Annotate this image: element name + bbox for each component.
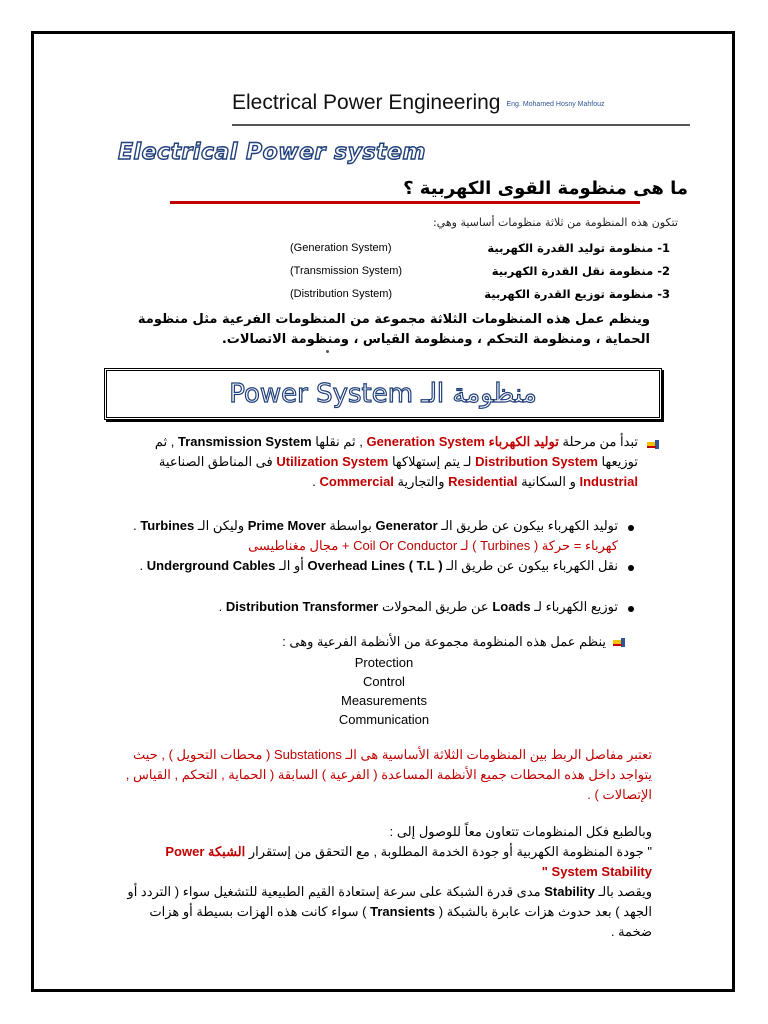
conclusion-paragraph	[118, 822, 652, 942]
text-run: أو الـ	[279, 558, 304, 573]
system-ar: 2- منظومة نقل القدرة الكهربية	[491, 263, 670, 278]
text-run: Utilization System	[276, 454, 389, 469]
system-en: (Generation System)	[290, 241, 392, 254]
subsystems-paragraph: وينظم عمل هذه المنظومات الثلاثة مجموعة من المنظومات الفرعية مثل منظومة الحماية ، ومنظومة التحكم ، ومنظومة القياس ، ومنظومة الاتصالات.	[137, 312, 650, 347]
bullet-dot	[628, 525, 634, 531]
list-item	[290, 282, 670, 305]
text-run: Transients	[370, 904, 436, 919]
text-run: عن طريق المحولات	[381, 599, 489, 614]
text-run: Prime Mover	[247, 518, 326, 533]
title-box	[104, 368, 662, 420]
section-heading: Electrical Power system	[118, 140, 426, 165]
text-run: Stability	[544, 884, 595, 899]
list-item: Measurements	[341, 693, 427, 708]
subsystems-list	[284, 653, 484, 729]
pointer-bullet-icon	[646, 437, 660, 451]
text-run: Distribution System	[475, 454, 598, 469]
text-run: وليكن الـ	[197, 518, 245, 533]
text-run: ( T.L )	[408, 558, 443, 573]
document-header	[232, 91, 692, 115]
text-run: الشبكة	[208, 844, 246, 859]
text-run: Transmission System	[177, 434, 312, 449]
text-run: توليد الكهرباء بيكون عن طريق الـ	[441, 518, 618, 533]
text-run: مدى قدرة الشبكة على سرعة إستعادة القيم الطبيعية للتشغيل سواء ( التردد أو الجهد ) بعد حدوث هزات عابرة بالشبكة (	[127, 884, 652, 919]
text-run: تبدأ من مرحلة	[562, 434, 638, 449]
text-run: .	[218, 599, 223, 614]
substations-paragraph	[118, 745, 652, 805]
transmission-bullet	[110, 556, 618, 576]
text-run: Generator	[375, 518, 438, 533]
text-run: Industrial	[579, 474, 638, 489]
bullet-dot	[628, 565, 634, 571]
red-divider	[170, 201, 640, 204]
text-run: و السكانية	[521, 474, 576, 489]
text-run: .	[312, 474, 316, 489]
text-run: نقل الكهرباء بيكون عن طريق الـ	[446, 558, 618, 573]
text-run: Turbines	[140, 518, 195, 533]
generation-formula	[110, 536, 618, 556]
text-run: ) سواء كانت هذه الهزات بسيطة أو هزات ضخمة .	[149, 904, 652, 939]
text-run: توزيع الكهرباء لـ	[534, 599, 618, 614]
conclusion-line	[118, 882, 652, 942]
text-run: Loads	[492, 599, 531, 614]
text-run: توليد الكهرباء	[488, 434, 559, 449]
text-run: لـ يتم إستهلاكها	[391, 454, 472, 469]
text-run: Distribution Transformer	[225, 599, 379, 614]
system-ar: 1- منظومة توليد القدرة الكهربية	[487, 240, 670, 255]
conclusion-line: وبالطبع فكل المنظومات تتعاون معاً للوصول إلى :	[389, 824, 652, 839]
text-run: " جودة المنظومة الكهربية أو جودة الخدمة المطلوبة , مع التحقق من إستقرار	[248, 844, 652, 859]
text-run: Power System	[165, 844, 598, 879]
text-run: , ثم نقلها	[315, 434, 363, 449]
intro-text: تتكون هذه المنظومة من ثلاثة منظومات أساسية وهي:	[432, 216, 678, 229]
text-run: كهرباء = حركة ( Turbines ) لـ Coil Or Conductor + مجال مغناطيسى	[248, 538, 618, 553]
list-item	[290, 259, 670, 282]
system-en: (Distribution System)	[290, 287, 393, 300]
text-run: Generation System	[366, 434, 485, 449]
pointer-bullet-icon	[612, 635, 626, 649]
text-run: Residential	[448, 474, 518, 489]
text-run: تعتبر مفاصل الربط بين المنظومات الثلاثة الأساسية هى الـ Substations ( محطات التحويل ) , حيث يتواجد داخل هذه المحطات جميع الأنظمة المساعدة ( الفرعية ) السابقة ( الحماية , التحكم , القياس , الإتصالات ) .	[125, 747, 652, 802]
stages-paragraph	[130, 432, 638, 492]
distribution-bullet	[110, 597, 618, 617]
header-title: Electrical Power Engineering	[232, 91, 501, 114]
list-item: Protection	[354, 655, 414, 670]
list-item: Communication	[338, 712, 430, 727]
generation-bullet	[110, 516, 618, 536]
subsystems-intro: ينظم عمل هذه المنظومة مجموعة من الأنظمة الفرعية وهى :	[282, 634, 606, 649]
system-en: (Transmission System)	[290, 264, 403, 277]
header-rule	[232, 124, 690, 126]
header-author: Eng. Mohamed Hosny Mahfouz	[506, 101, 605, 108]
text-run: ويقصد بالـ	[598, 884, 652, 899]
intro-question: ما هى منظومة القوى الكهربية ؟	[403, 178, 688, 199]
text-run: , ثم توزيعها	[154, 434, 638, 469]
text-run: .	[139, 558, 144, 573]
stray-dot	[326, 350, 329, 353]
text-run: Stability "	[541, 864, 652, 879]
text-run: Underground Cables	[146, 558, 276, 573]
text-run: Commercial	[319, 474, 394, 489]
title-box-text: Power System منظومة الـ	[229, 379, 537, 409]
text-run: Overhead Lines	[307, 558, 406, 573]
text-run: فى المناطق الصناعية	[158, 454, 273, 469]
list-item: Control	[363, 674, 405, 689]
conclusion-line	[118, 842, 652, 882]
text-run: والتجارية	[397, 474, 445, 489]
system-ar: 3- منظومة توزيع القدرة الكهربية	[484, 286, 670, 301]
systems-list	[290, 236, 670, 305]
bullet-dot	[628, 606, 634, 612]
list-item	[290, 236, 670, 259]
text-run: .	[133, 518, 137, 533]
text-run: بواسطة	[329, 518, 372, 533]
